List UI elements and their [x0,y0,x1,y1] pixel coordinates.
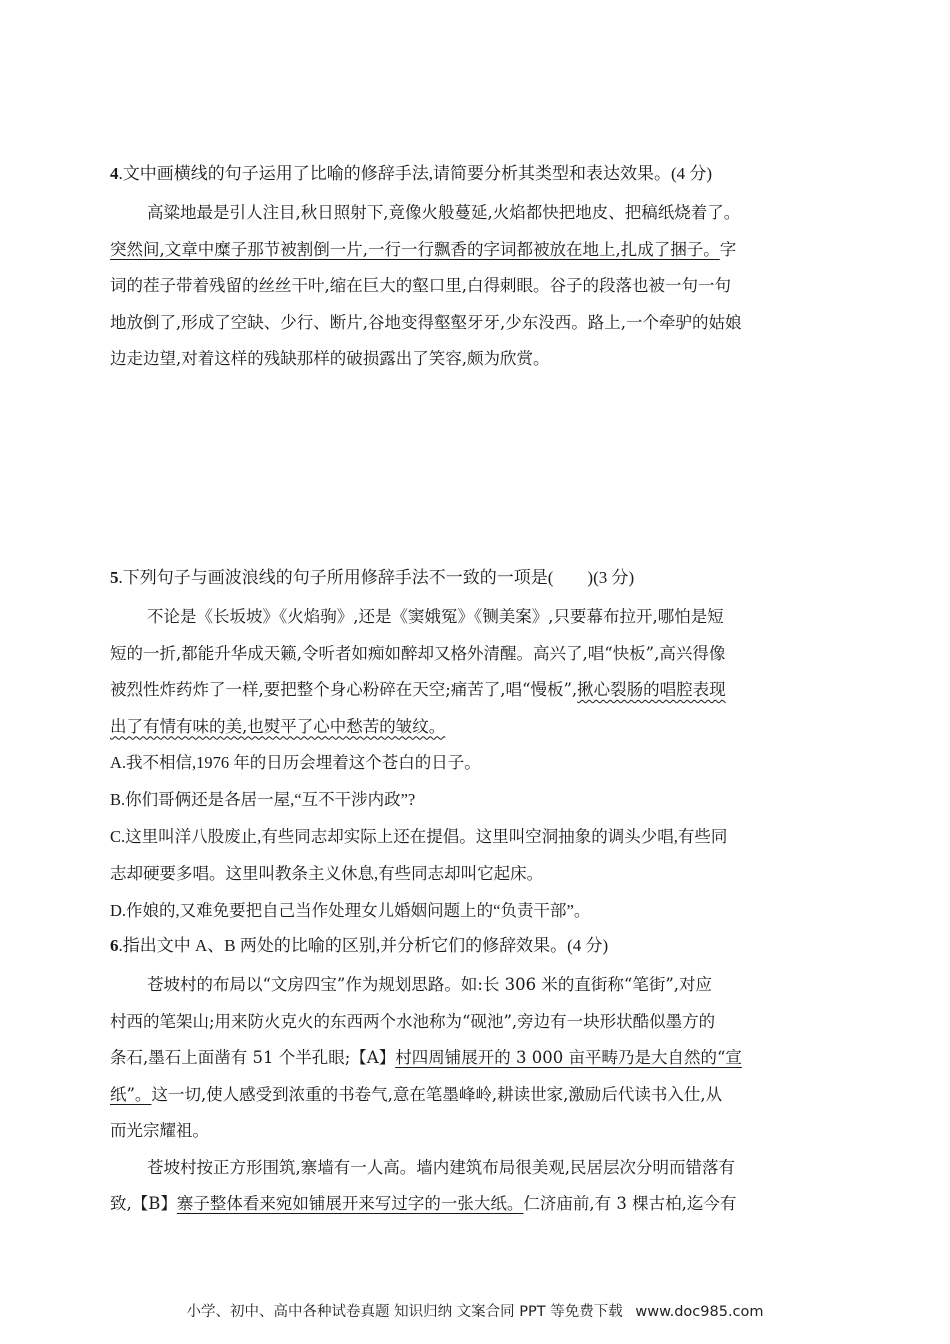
passage-line: 条石,墨石上面凿有 51 个半孔眼;【A】村四周铺展开的 3 000 亩平畴乃是大自然的“宣 [110,1048,742,1067]
passage-line: 词的茬子带着残留的丝丝干叶,缩在巨大的壑口里,白得刺眼。谷子的段落也被一句一句 [110,276,731,295]
passage-line: 纸”。这一切,使人感受到浓重的书卷气,意在笔墨峰岭,耕读世家,激励后代读书入仕,从 [110,1084,723,1104]
question-5-passage [110,599,840,745]
passage-line: 边走边望,对着这样的残缺那样的破损露出了笑容,颇为欣赏。 [110,349,550,368]
question-4-number: 4 [110,164,119,183]
underlined-sentence-a: 村四周铺展开的 3 000 亩平畴乃是大自然的“宣 [395,1048,742,1067]
footer-site-link[interactable]: www.doc985.com [635,1304,764,1320]
passage-line: 村西的笔架山;用来防火克火的东西两个水池称为“砚池”,旁边有一块形状酷似墨方的 [110,1011,716,1031]
question-6-number: 6 [110,936,119,955]
passage-line [110,709,840,746]
question-5-text: .下列句子与画波浪线的句子所用修辞手法不一致的一项是( )(3 分) [118,568,635,587]
wavy-underlined-sentence: 揪心裂肠的唱腔表现 [577,680,726,699]
passage-line: 苍坡村按正方形围筑,寨墙有一人高。墙内建筑布局很美观,民居层次分明而错落有 [147,1157,735,1177]
option-c-continued: 志却硬要多唱。这里叫教条主义休息,有些同志却叫它起床。 [110,864,544,883]
passage-line: 高粱地最是引人注目,秋日照射下,竟像火般蔓延,火焰都快把地皮、把稿纸烧着了。 [147,203,741,222]
question-5-title [110,566,634,590]
option-a: A.我不相信,1976 年的日历会埋着这个苍白的日子。 [110,753,481,772]
passage-line: 短的一折,都能升华成天籁,令听者如痴如醉却又格外清醒。高兴了,唱“快板”,高兴得像 [110,643,726,663]
question-5-number: 5 [110,568,119,587]
option-d: D.作娘的,又难免要把自己当作处理女儿婚姻问题上的“负责干部”。 [110,901,591,920]
passage-line: 苍坡村的布局以“文房四宝”作为规划思路。如:长 306 米的直街称“笔街”,对应 [147,975,713,994]
wavy-underlined-sentence: 出了有情有味的美,也熨平了心中愁苦的皱纹。 [110,716,446,736]
question-4-title [110,162,712,186]
underlined-sentence-a-end: 纸”。 [110,1084,152,1104]
question-4-passage [110,195,840,378]
passage-line: 而光宗耀祖。 [110,1121,209,1140]
question-6-title [110,934,608,958]
underlined-sentence: 突然间,文章中糜子那节被割倒一片,一行一行飘香的字词都被放在地上,扎成了捆子。 [110,239,720,259]
question-4-text: .文中画横线的句子运用了比喻的修辞手法,请简要分析其类型和表达效果。(4 分) [118,164,713,183]
passage-line: 突然间,文章中糜子那节被割倒一片,一行一行飘香的字词都被放在地上,扎成了捆子。字 [110,239,737,259]
option-b: B.你们哥俩还是各居一屋,“互不干涉内政”? [110,790,416,809]
page-footer [0,1300,950,1321]
footer-text: 小学、初中、高中各种试卷真题 知识归纳 文案合同 PPT 等免费下载 [186,1304,623,1320]
passage-line: 地放倒了,形成了空缺、少行、断片,谷地变得壑壑牙牙,少东没西。路上,一个牵驴的姑娘 [110,312,742,332]
option-c: C.这里叫洋八股废止,有些同志却实际上还在提倡。这里叫空洞抽象的调头少唱,有些同 [110,827,728,846]
passage-line: 不论是《长坂坡》《火焰驹》,还是《窦娥冤》《铡美案》,只要幕布拉开,哪怕是短 [147,607,724,626]
question-6-text: .指出文中 A、B 两处的比喻的区别,并分析它们的修辞效果。(4 分) [118,936,609,955]
question-6-passage [110,967,840,1223]
passage-line: 被烈性炸药炸了一样,要把整个身心粉碎在天空;痛苦了,唱“慢板”,揪心裂肠的唱腔表现 [110,680,726,699]
underlined-sentence-b: 寨子整体看来宛如铺展开来写过字的一张大纸。 [176,1194,524,1213]
passage-line: 致,【B】寨子整体看来宛如铺展开来写过字的一张大纸。仁济庙前,有 3 棵古柏,迄今有 [110,1194,737,1213]
